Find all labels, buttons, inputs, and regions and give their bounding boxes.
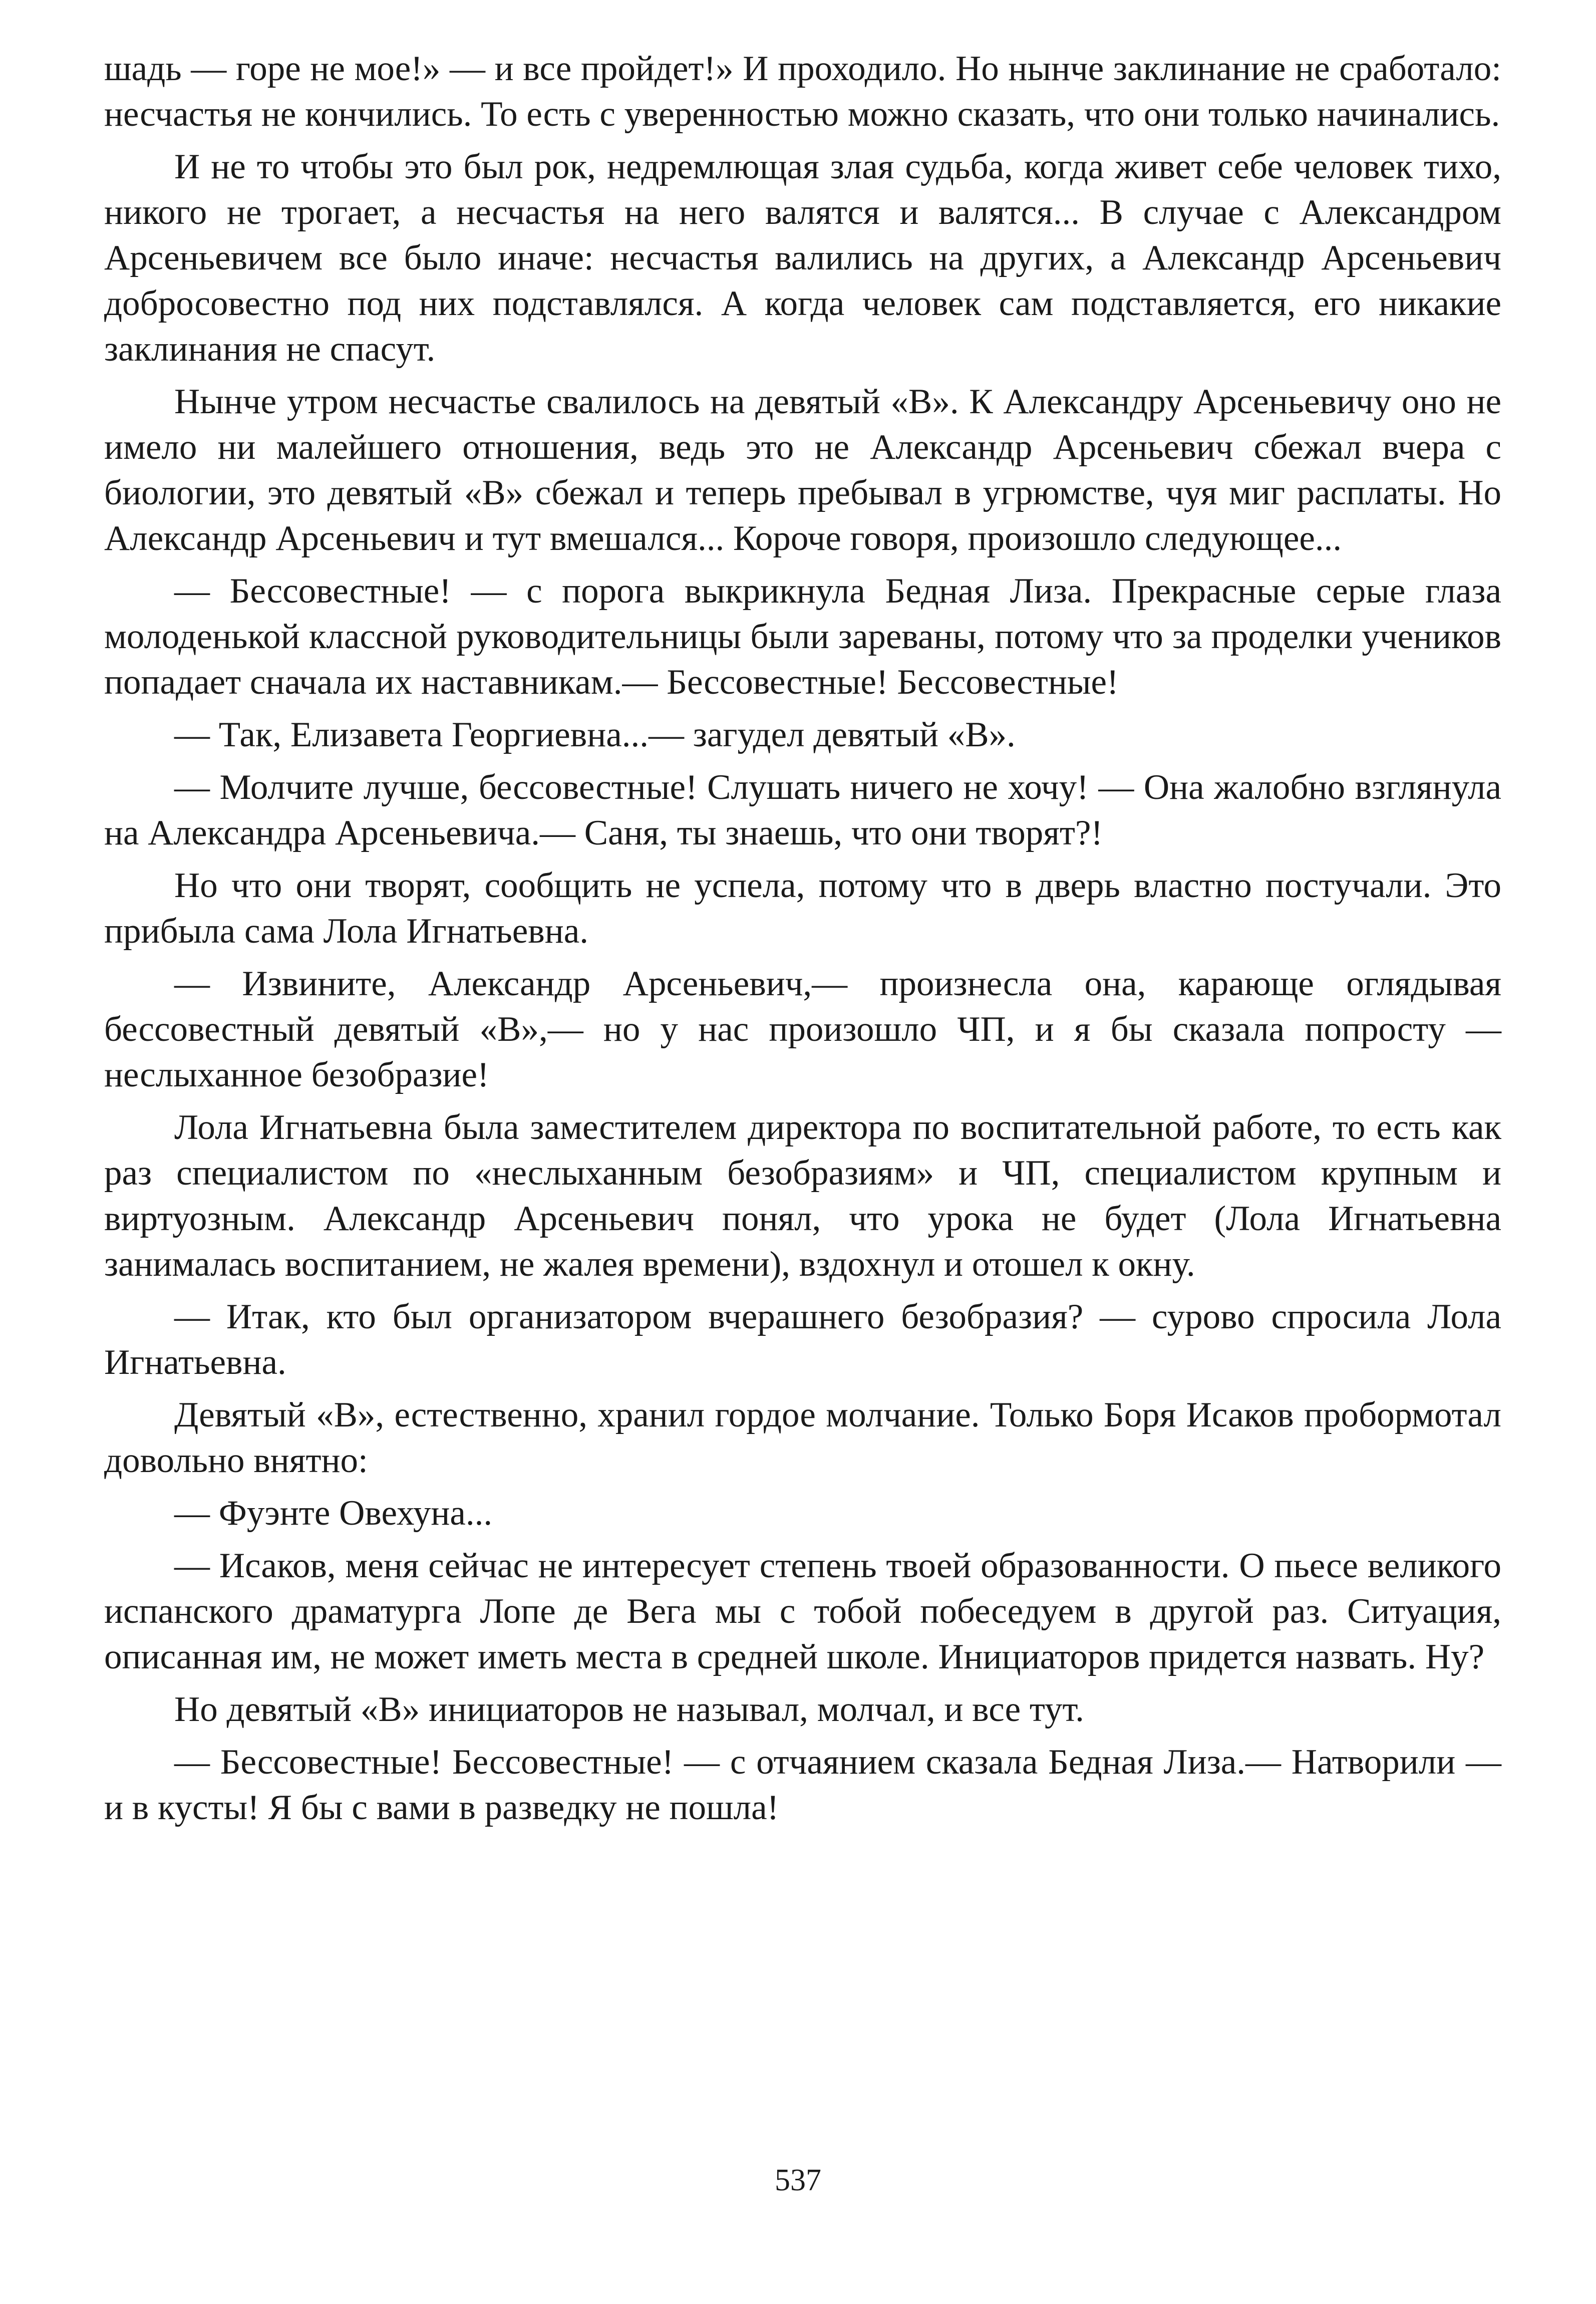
paragraph: Девятый «В», естественно, хранил гордое молчание. Только Боря Исаков пробормотал довольно внятно:	[104, 1395, 1501, 1480]
paragraph: — Исаков, меня сейчас не интересует степень твоей образованности. О пьесе великого испанского драматурга Лопе де Вега мы с тобой побеседуем в другой раз. Ситуация, описанная им, не может иметь места в средней школе. Инициаторов придется назвать. Ну?	[104, 1546, 1501, 1676]
paragraph: — Извините, Александр Арсеньевич,— произнесла она, карающе оглядывая бессовестный девятый «В»,— но у нас произошло ЧП, и я бы сказала попросту — неслыханное безобразие!	[104, 964, 1501, 1094]
paragraph: — Бессовестные! Бессовестные! — с отчаянием сказала Бедная Лиза.— Натворили — и в кусты! Я бы с вами в разведку не пошла!	[104, 1743, 1501, 1827]
paragraph: — Бессовестные! — с порога выкрикнула Бедная Лиза. Прекрасные серые глаза молоденькой классной руководительницы были зареваны, потому что за проделки учеников попадает сначала их наставникам.— Бессовестные! Бессовестные!	[104, 571, 1501, 702]
paragraph: — Так, Елизавета Георгиевна...— загудел девятый «В».	[174, 715, 1016, 754]
paragraph: И не то чтобы это был рок, недремлющая злая судьба, когда живет себе человек тихо, никого не трогает, а несчастья на него валятся и валятся... В случае с Александром Арсеньевичем все было иначе: несчастья валились на других, а Александр Арсеньевич добросовестно под них подставлялся. А когда человек сам подставляется, его никакие заклинания не спасут.	[104, 147, 1501, 369]
page-body	[104, 46, 1501, 1838]
paragraph: Нынче утром несчастье свалилось на девятый «В». К Александру Арсеньевичу оно не имело ни малейшего отношения, ведь это не Александр Арсеньевич сбежал вчера с биологии, это девятый «В» сбежал и теперь пребывал в угрюмстве, чуя миг расплаты. Но Александр Арсеньевич и тут вмешался... Короче говоря, произошло следующее...	[104, 382, 1501, 558]
page-number: 537	[775, 2163, 821, 2197]
paragraph: — Фуэнте Овехуна...	[174, 1494, 493, 1533]
paragraph: Лола Игнатьевна была заместителем директора по воспитательной работе, то есть как раз специалистом по «неслыханным безобразиям» и ЧП, специалистом крупным и виртуозным. Александр Арсеньевич понял, что урока не будет (Лола Игнатьевна занималась воспитанием, не жалея времени), вздохнул и отошел к окну.	[104, 1108, 1501, 1284]
paragraph: Но девятый «В» инициаторов не называл, молчал, и все тут.	[174, 1690, 1084, 1729]
paragraph: — Молчите лучше, бессовестные! Слушать ничего не хочу! — Она жалобно взглянула на Александра Арсеньевича.— Саня, ты знаешь, что они творят?!	[104, 768, 1501, 852]
paragraph: шадь — горе не мое!» — и все пройдет!» И проходило. Но нынче заклинание не сработало: несчастья не кончились. То есть с уверенностью можно сказать, что они только начинались.	[104, 49, 1501, 134]
paragraph: — Итак, кто был организатором вчерашнего безобразия? — сурово спросила Лола Игнатьевна.	[104, 1297, 1501, 1382]
paragraph: Но что они творят, сообщить не успела, потому что в дверь властно постучали. Это прибыла сама Лола Игнатьевна.	[104, 866, 1501, 951]
